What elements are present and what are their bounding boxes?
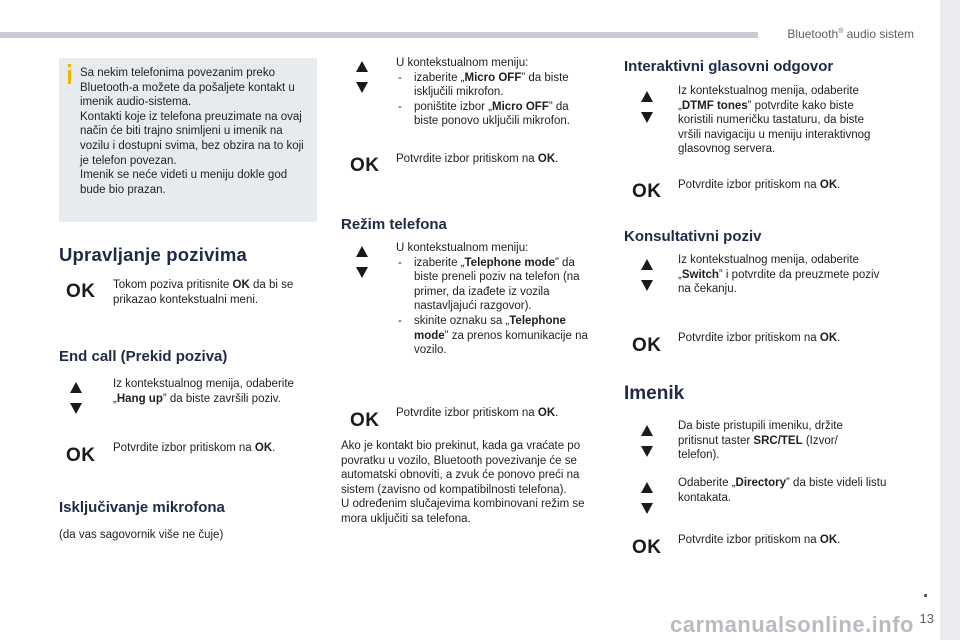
section-title-directory: Imenik: [624, 383, 685, 404]
ok-button-icon: OK: [632, 181, 662, 202]
ok-button-icon: OK: [350, 410, 380, 431]
page-header-title: Bluetooth® audio sistem: [787, 27, 914, 41]
ok-button-icon: OK: [632, 335, 662, 356]
ok-button-icon: OK: [66, 281, 96, 302]
confirm-text: Potvrdite izbor pritiskom na OK.: [678, 534, 841, 546]
confirm-text: Potvrdite izbor pritiskom na OK.: [113, 442, 276, 454]
page-number: 13: [919, 611, 934, 626]
up-down-arrows-icon: [356, 246, 370, 280]
info-note-text: Sa nekim telefonima povezanim preko Bluetooth-a možete da pošaljete kontakt u imenik audio-sistema. Kontakti koje iz telefona preuzimate na ovaj način će biti trajno snimljeni u imenik na vozilu i dostupni svima, bez obzira na to koji je telefon povezan. Imenik se neće videti u meniju dokle god bude bio prazan.: [80, 67, 304, 196]
section-title-phone-mode: Režim telefona: [341, 216, 447, 233]
mute-subtitle: (da vas sagovornik više ne čuje): [59, 529, 224, 541]
ok-button-icon: OK: [350, 155, 380, 176]
section-title-consult: Konsultativni poziv: [624, 228, 762, 245]
end-call-text: Iz kontekstualnog menija, odaberite „Hang up” da biste završili poziv.: [113, 378, 294, 405]
section-title-ivr: Interaktivni glasovni odgovor: [624, 58, 834, 75]
up-down-arrows-icon: [641, 482, 655, 516]
up-down-arrows-icon: [641, 425, 655, 459]
info-icon: [68, 70, 71, 84]
watermark: carmanualsonline.info: [670, 612, 914, 637]
section-title-end-call: End call (Prekid poziva): [59, 348, 228, 365]
confirm-text: Potvrdite izbor pritiskom na OK.: [678, 179, 841, 191]
directory-select-text: Odaberite „Directory” da biste videli listu kontakata.: [678, 477, 887, 504]
confirm-text: Potvrdite izbor pritiskom na OK.: [678, 332, 841, 344]
ivr-text: Iz kontekstualnog menija, odaberite „DTMF tones” potvrdite kako biste koristili numeričku tastaturu, da biste vršili navigaciju u meniju interaktivnog glasovnog servera.: [678, 85, 871, 156]
mic-menu-text: U kontekstualnom meniju: - izaberite „Micro OFF” da biste isključili mikrofon. - poništite izbor „Micro OFF” da biste ponovo uključili mikrofon.: [396, 56, 596, 129]
up-down-arrows-icon: [70, 382, 84, 416]
ok-button-icon: OK: [632, 537, 662, 558]
phone-mode-text: U kontekstualnom meniju: - izaberite „Telephone mode” da biste preneli poziv na telefon (na primer, da izađete iz vozila nastavljajući razgovor). - skinite oznaku sa „Telephone mode” za prenos komunikacije na vozilo.: [396, 241, 596, 358]
directory-access-text: Da biste pristupili imeniku, držite pritisnut taster SRC/TEL (Izvor/ telefon).: [678, 420, 843, 462]
confirm-text: Potvrdite izbor pritiskom na OK.: [396, 153, 559, 165]
consult-text: Iz kontekstualnog menija, odaberite „Switch” i potvrdite da preuzmete poziv na čekanju.: [678, 254, 880, 296]
header-rule: [0, 32, 758, 38]
call-text: Tokom poziva pritisnite OK da bi se prikazao kontekstualni meni.: [113, 279, 294, 306]
up-down-arrows-icon: [641, 259, 655, 293]
page-edge-band: [940, 0, 960, 640]
up-down-arrows-icon: [356, 61, 370, 95]
page-marker: [924, 594, 927, 597]
ok-button-icon: OK: [66, 445, 96, 466]
confirm-text: Potvrdite izbor pritiskom na OK.: [396, 407, 559, 419]
reconnect-paragraph: Ako je kontakt bio prekinut, kada ga vraćate po povratku u vozilo, Bluetooth povezivanje će se automatski obnoviti, a zvuk će ponovo preći na sistem (zavisno od kompatibilnosti telefona). U određenim slučajevima kombinovani režim se mora uključiti sa telefona.: [341, 440, 585, 525]
up-down-arrows-icon: [641, 91, 655, 125]
section-title-mute: Isključivanje mikrofona: [59, 499, 225, 516]
section-title-call-management: Upravljanje pozivima: [59, 244, 248, 265]
